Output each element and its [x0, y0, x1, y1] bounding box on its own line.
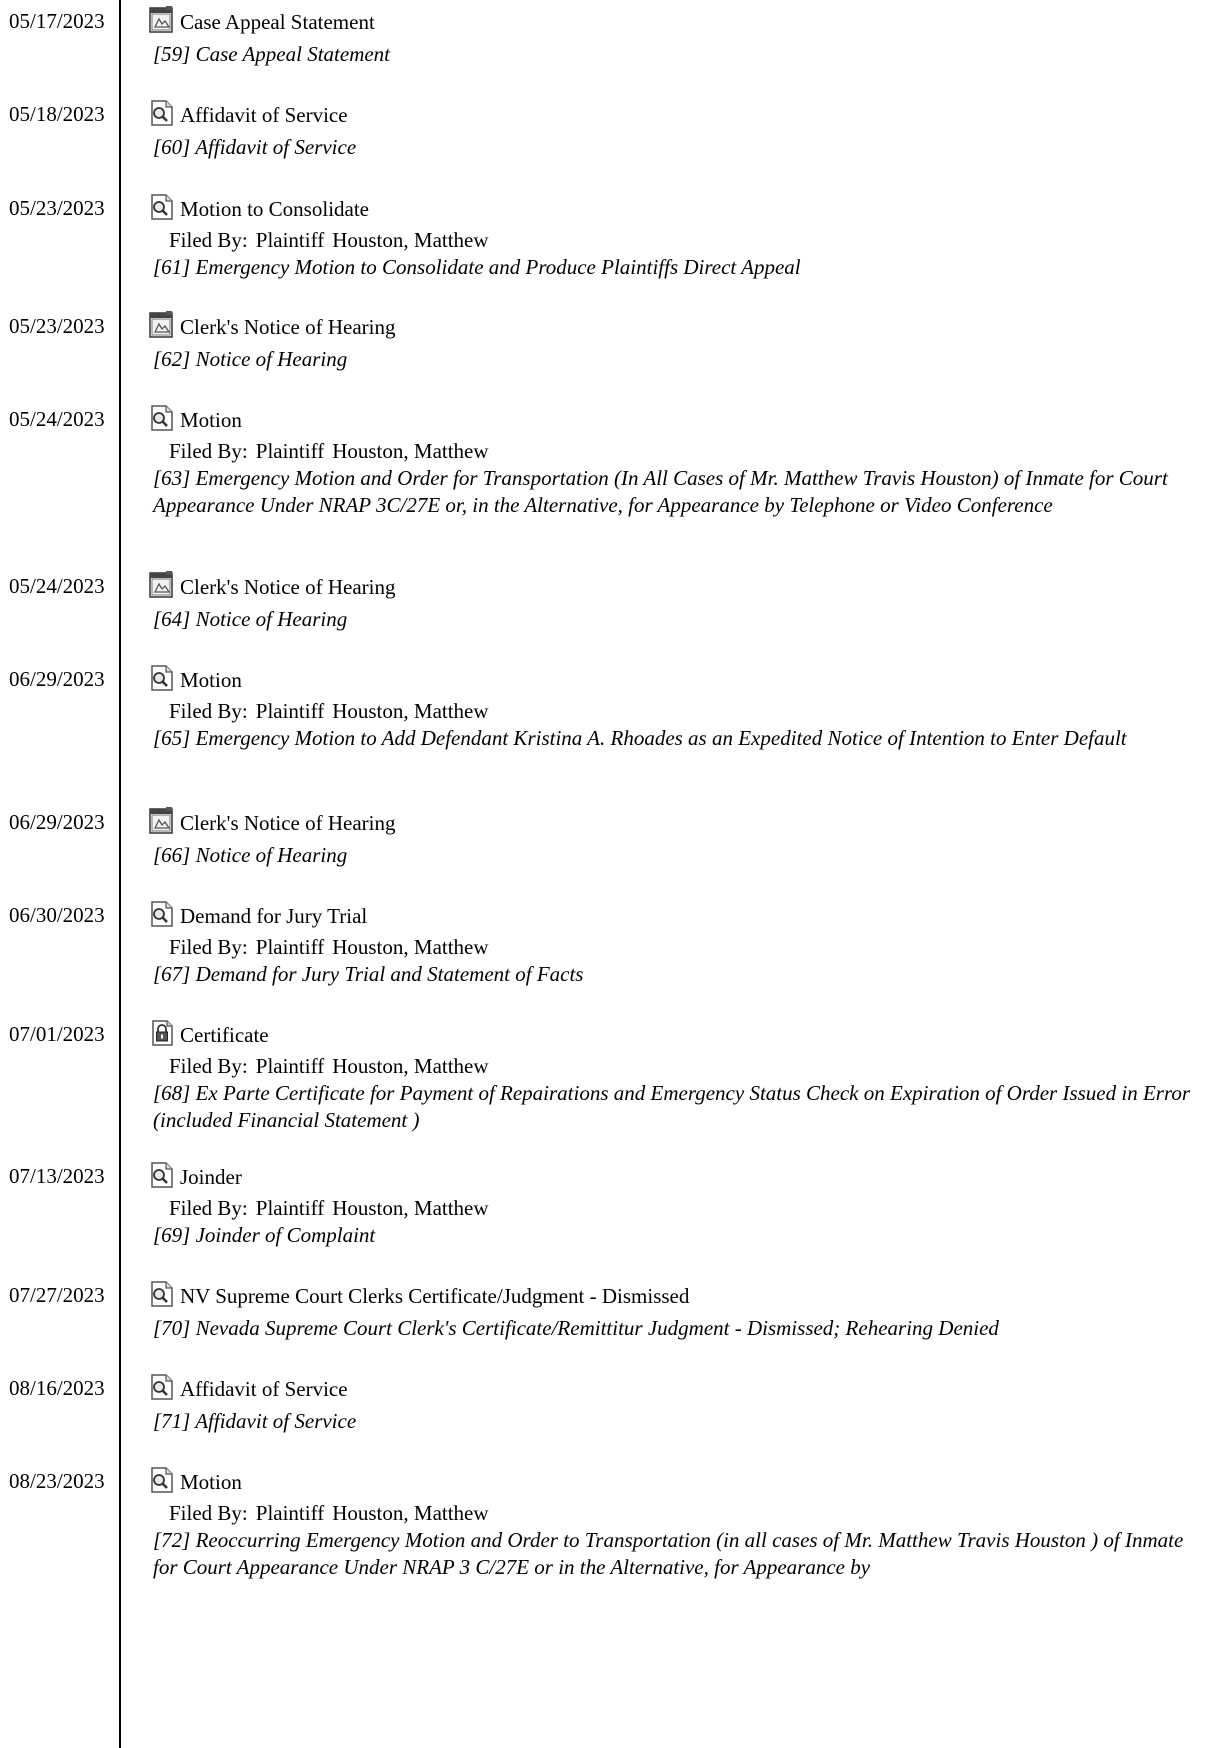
event-title: Certificate — [180, 1023, 269, 1047]
event-title: Case Appeal Statement — [180, 10, 375, 34]
event-title-row — [147, 313, 395, 341]
party-name: Houston, Matthew — [332, 699, 489, 723]
event-description: [69] Joinder of Complaint — [153, 1223, 376, 1247]
party-type: Plaintiff — [255, 1196, 325, 1220]
event-date: 08/16/2023 — [9, 1376, 105, 1400]
view-document-icon[interactable] — [147, 899, 177, 929]
filed-by-line — [169, 1500, 489, 1526]
filed-by-line — [169, 227, 489, 253]
party-type: Plaintiff — [255, 1054, 325, 1078]
event-date: 07/27/2023 — [9, 1283, 105, 1307]
event-description: [72] Reoccurring Emergency Motion and Order to Transportation (in all cases of Mr. Matthew Travis Houston ) of Inmate for Court Appearance Under NRAP 3 C/27E or in the Alternative, for Appearance by — [153, 1528, 1184, 1579]
party-type: Plaintiff — [255, 699, 325, 723]
event-title-row — [147, 1468, 242, 1496]
party-type: Plaintiff — [255, 1501, 325, 1525]
filed-by-label: Filed By: — [169, 1054, 248, 1078]
filed-by-line — [169, 698, 489, 724]
view-document-icon[interactable] — [147, 1279, 177, 1309]
pdf-document-icon[interactable] — [147, 570, 177, 600]
event-description: [59] Case Appeal Statement — [153, 42, 391, 66]
pdf-document-icon[interactable] — [147, 5, 177, 35]
locked-document-icon[interactable] — [147, 1018, 177, 1048]
event-description: [64] Notice of Hearing — [153, 607, 348, 631]
view-document-icon[interactable] — [147, 663, 177, 693]
event-title: Motion — [180, 1470, 242, 1494]
filed-by-label: Filed By: — [169, 439, 248, 463]
event-description: [65] Emergency Motion to Add Defendant Kristina A. Rhoades as an Expedited Notice of Intention to Enter Default — [153, 726, 1127, 750]
event-description: [60] Affidavit of Service — [153, 135, 357, 159]
event-description: [71] Affidavit of Service — [153, 1409, 357, 1433]
event-title-row — [147, 1282, 689, 1310]
filed-by-label: Filed By: — [169, 228, 248, 252]
party-type: Plaintiff — [255, 439, 325, 463]
filed-by-line — [169, 1195, 489, 1221]
view-document-icon[interactable] — [147, 1465, 177, 1495]
event-description: [66] Notice of Hearing — [153, 843, 348, 867]
filed-by-label: Filed By: — [169, 1196, 248, 1220]
event-title: Motion to Consolidate — [180, 197, 369, 221]
event-date: 06/30/2023 — [9, 903, 105, 927]
event-title-row — [147, 406, 242, 434]
event-title: Demand for Jury Trial — [180, 904, 368, 928]
event-title-row — [147, 902, 367, 930]
event-date: 05/24/2023 — [9, 574, 105, 598]
event-title-row — [147, 573, 395, 601]
event-date: 05/18/2023 — [9, 102, 105, 126]
view-document-icon[interactable] — [147, 403, 177, 433]
event-date: 06/29/2023 — [9, 810, 105, 834]
event-title-row — [147, 195, 369, 223]
event-title: Affidavit of Service — [180, 1377, 348, 1401]
party-name: Houston, Matthew — [332, 1501, 489, 1525]
party-type: Plaintiff — [255, 228, 325, 252]
event-date: 05/23/2023 — [9, 314, 105, 338]
event-date: 06/29/2023 — [9, 667, 105, 691]
filed-by-label: Filed By: — [169, 699, 248, 723]
event-title: Motion — [180, 668, 242, 692]
event-title-row — [147, 101, 348, 129]
view-document-icon[interactable] — [147, 1160, 177, 1190]
party-name: Houston, Matthew — [332, 1054, 489, 1078]
event-date: 07/01/2023 — [9, 1022, 105, 1046]
event-title: Joinder — [180, 1165, 242, 1189]
event-title: Affidavit of Service — [180, 103, 348, 127]
event-description: [62] Notice of Hearing — [153, 347, 348, 371]
filed-by-line — [169, 934, 489, 960]
party-name: Houston, Matthew — [332, 439, 489, 463]
event-title: NV Supreme Court Clerks Certificate/Judgment - Dismissed — [180, 1284, 690, 1308]
event-title-row — [147, 809, 395, 837]
filed-by-line — [169, 438, 489, 464]
view-document-icon[interactable] — [147, 98, 177, 128]
event-title: Clerk's Notice of Hearing — [180, 811, 396, 835]
column-divider — [119, 0, 121, 1748]
pdf-document-icon[interactable] — [147, 806, 177, 836]
event-title: Motion — [180, 408, 242, 432]
event-title-row — [147, 1163, 242, 1191]
event-title-row — [147, 1375, 348, 1403]
pdf-document-icon[interactable] — [147, 310, 177, 340]
view-document-icon[interactable] — [147, 192, 177, 222]
filed-by-label: Filed By: — [169, 935, 248, 959]
event-title: Clerk's Notice of Hearing — [180, 575, 396, 599]
party-type: Plaintiff — [255, 935, 325, 959]
event-description: [63] Emergency Motion and Order for Transportation (In All Cases of Mr. Matthew Travis Houston) of Inmate for Court Appearance Under NRAP 3C/27E or, in the Alternative, for Appearance by Telephone or Video Conference — [153, 466, 1168, 517]
party-name: Houston, Matthew — [332, 935, 489, 959]
filed-by-label: Filed By: — [169, 1501, 248, 1525]
party-name: Houston, Matthew — [332, 228, 489, 252]
event-title: Clerk's Notice of Hearing — [180, 315, 396, 339]
event-description: [61] Emergency Motion to Consolidate and Produce Plaintiffs Direct Appeal — [153, 255, 801, 279]
event-description: [67] Demand for Jury Trial and Statement of Facts — [153, 962, 584, 986]
event-title-row — [147, 1021, 269, 1049]
view-document-icon[interactable] — [147, 1372, 177, 1402]
party-name: Houston, Matthew — [332, 1196, 489, 1220]
event-title-row — [147, 666, 242, 694]
event-description: [68] Ex Parte Certificate for Payment of Repairations and Emergency Status Check on Expiration of Order Issued in Error (included Financial Statement ) — [153, 1081, 1191, 1132]
event-date: 05/24/2023 — [9, 407, 105, 431]
event-date: 05/23/2023 — [9, 196, 105, 220]
event-date: 05/17/2023 — [9, 9, 105, 33]
event-date: 08/23/2023 — [9, 1469, 105, 1493]
filed-by-line — [169, 1053, 489, 1079]
event-date: 07/13/2023 — [9, 1164, 105, 1188]
event-title-row — [147, 8, 375, 36]
event-description: [70] Nevada Supreme Court Clerk's Certificate/Remittitur Judgment - Dismissed; Rehearing Denied — [153, 1316, 999, 1340]
